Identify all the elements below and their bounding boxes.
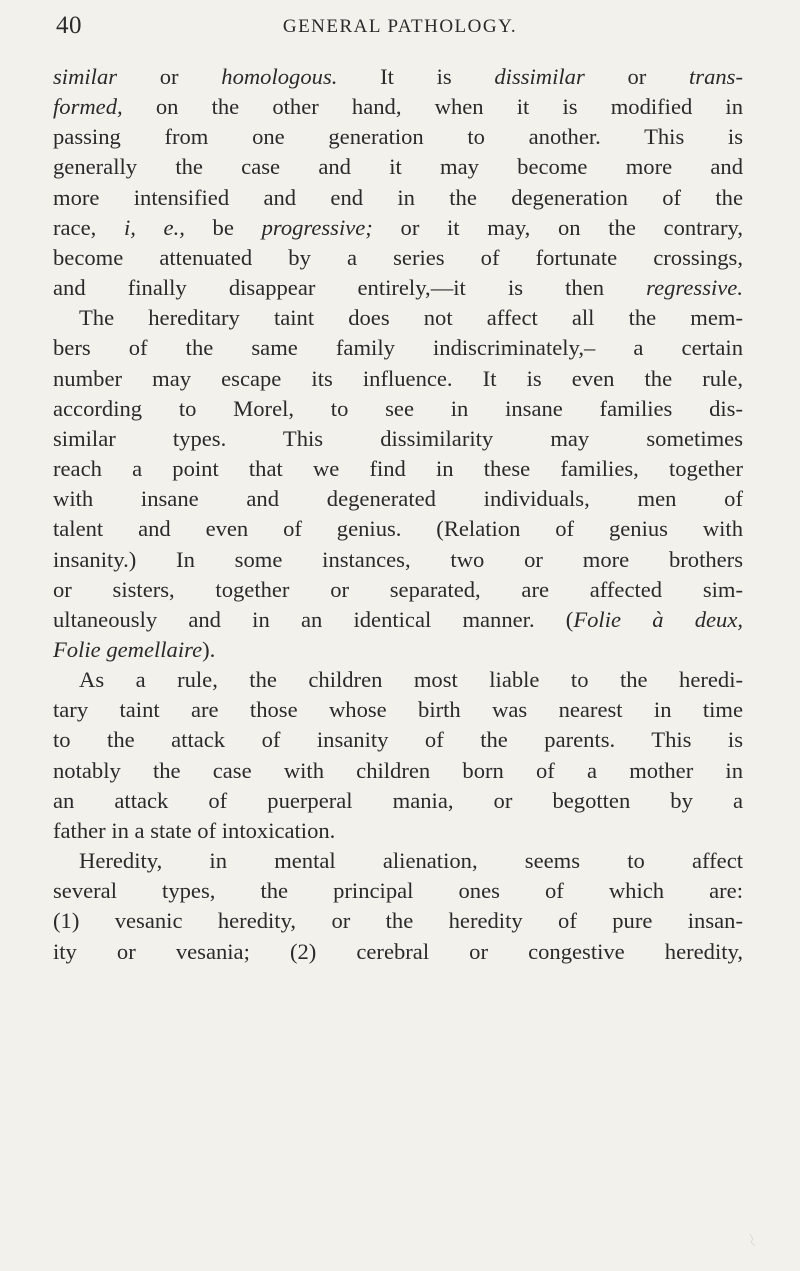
text-line: talent and even of genius. (Relation of genius with [53,516,743,542]
text-line [53,635,743,665]
text-line: become attenuated by a series of fortunate crossings, [53,244,743,270]
text-fragment: and finally disappear entirely,—it is then [53,275,647,301]
text-line: passing from one generation to another. This is [53,124,743,150]
emphasis-transformed: trans- [689,64,743,89]
text-fragment: be [184,214,262,240]
text-line: tary taint are those whose birth was nearest in time [53,697,743,723]
text-line: similar types. This dissimilarity may sometimes [53,425,743,451]
text-line: several types, the principal ones of which are: [53,878,743,904]
running-title: GENERAL PATHOLOGY. [282,16,518,37]
emphasis-ie: i, e., [123,214,185,240]
text-line: (1) vesanic heredity, or the heredity of pure insan- [53,908,743,934]
text-fragment: or it may, on the contrary, [372,214,744,240]
text-line: generally the case and it may become more and [53,154,743,180]
text-line [53,605,743,635]
text-line: ity or vesania; (2) cerebral or congestive heredity, [53,938,743,964]
page-number: 40 [56,12,82,39]
emphasis-similar: similar [53,64,118,89]
emphasis-progressive: progressive; [261,214,373,240]
emphasis-dissimilar: dissimilar [494,64,585,89]
text-line: an attack of puerperal mania, or begotten by a [53,787,743,813]
emphasis-folie-a-deux: Folie à deux, [573,606,743,632]
text-line [53,62,743,92]
text-line: bers of the same family indiscriminately,– a certain [53,335,743,361]
text-line: more intensified and end in the degeneration of the [53,184,743,210]
text-line: Heredity, in mental alienation, seems to affect [79,848,743,874]
text-fragment: on the other hand, when it is modified in [122,94,743,120]
text-line [53,92,743,122]
emphasis-folie-gemellaire: Folie gemellaire [53,636,203,662]
text-line: reach a point that we find in these families, together [53,456,743,482]
text-fragment: ). [202,636,216,662]
text-fragment: or [584,64,690,89]
text-line: to the attack of insanity of the parents. This is [53,727,743,753]
text-line: with insane and degenerated individuals, men of [53,486,743,512]
text-line: or sisters, together or separated, are affected sim- [53,576,743,602]
text-fragment: or [117,64,222,89]
paper-blemish [748,1233,758,1247]
emphasis-formed: formed, [53,94,123,120]
text-line [53,213,743,243]
text-line: notably the case with children born of a mother in [53,757,743,783]
body-text [53,62,743,967]
text-line: father in a state of intoxication. [53,817,336,843]
text-line: according to Morel, to see in insane families dis- [53,395,743,421]
page-header [52,8,748,48]
text-line: As a rule, the children most liable to the heredi- [79,667,743,693]
text-line: insanity.) In some instances, two or more brothers [53,546,743,572]
emphasis-homologous: homologous. [221,64,338,89]
text-fragment: It is [337,64,495,89]
text-line: The hereditary taint does not affect all the mem- [79,305,743,331]
text-line [53,273,743,303]
text-line: number may escape its influence. It is even the rule, [53,365,743,391]
text-fragment: race, [53,214,124,240]
text-fragment: ultaneously and in an identical manner. ( [53,606,574,632]
emphasis-regressive: regressive. [646,275,743,301]
